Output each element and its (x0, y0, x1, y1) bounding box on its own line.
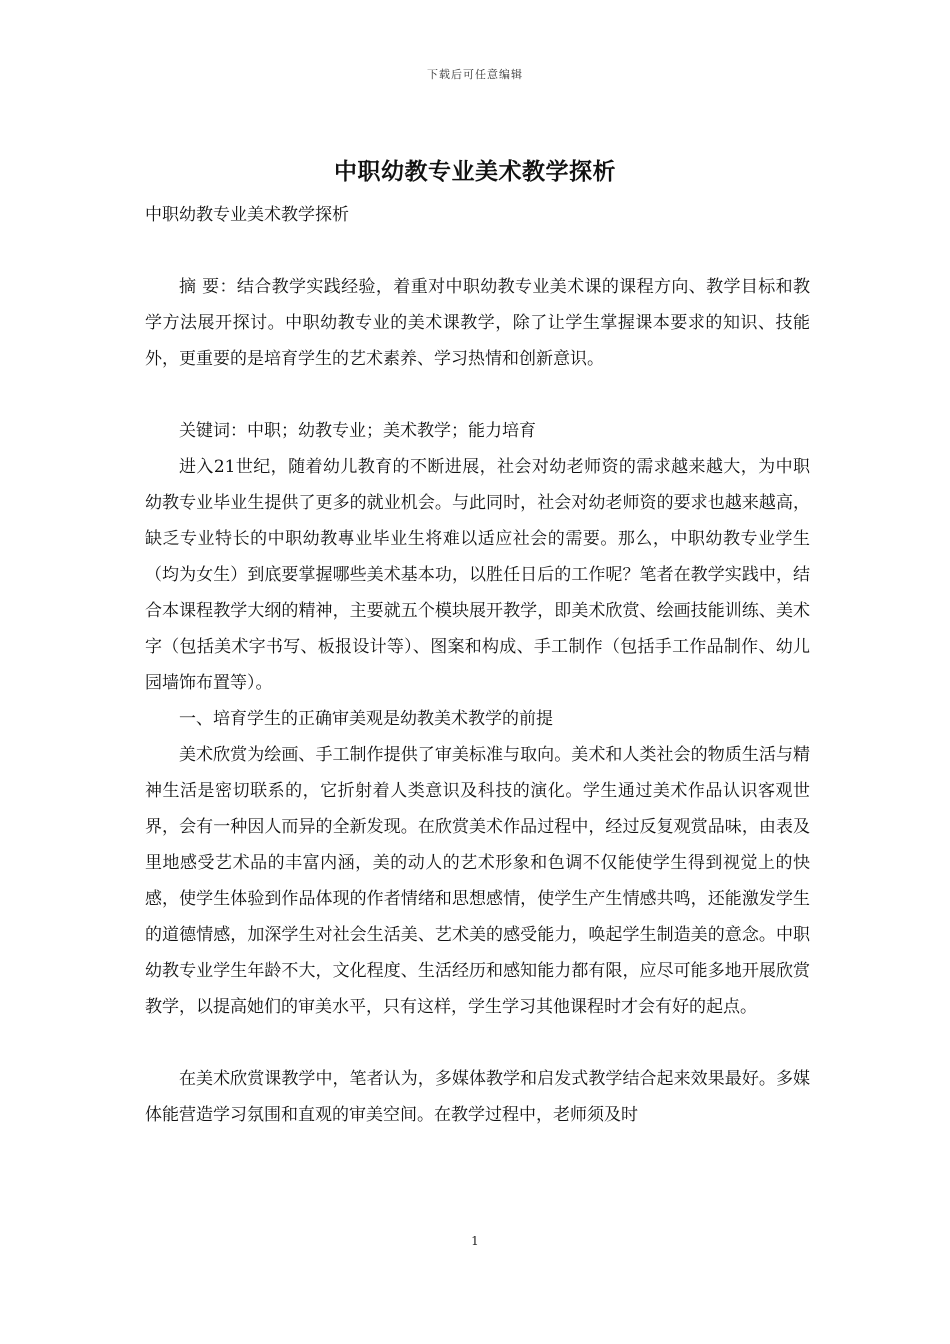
body-paragraph-3: 在美术欣赏课教学中，笔者认为，多媒体教学和启发式教学结合起来效果最好。多媒体能营造学习氛围和直观的审美空间。在教学过程中，老师须及时 (145, 1069, 810, 1125)
page-number: 1 (471, 1234, 479, 1248)
document-title: 中职幼教专业美术教学探析 (334, 158, 616, 185)
body-paragraph-2: 美术欣赏为绘画、手工制作提供了审美标准与取向。美术和人类社会的物质生活与精神生活是密切联系的，它折射着人类意识及科技的演化。学生通过美术作品认识客观世界，会有一种因人而异的全新发现。在欣赏美术作品过程中，经过反复观赏品味，由表及里地感受艺术品的丰富内涵，美的动人的艺术形象和色调不仅能使学生得到视觉上的快感，使学生体验到作品体现的作者情绪和思想感情，使学生产生情感共鸣，还能激发学生的道德情感，加深学生对社会生活美、艺术美的感受能力，唤起学生制造美的意念。中职幼教专业学生年龄不大，文化程度、生活经历和感知能力都有限，应尽可能多地开展欣赏教学，以提高她们的审美水平，只有这样，学生学习其他课程时才会有好的起点。 (145, 745, 810, 1017)
body-paragraph-1: 进入21世纪，随着幼儿教育的不断进展，社会对幼老师资的需求越来越大，为中职幼教专业毕业生提供了更多的就业机会。与此同时，社会对幼老师资的要求也越来越高，缺乏专业特长的中职幼教專业毕业生将难以适应社会的需要。那么，中职幼教专业学生（均为女生）到底要掌握哪些美术基本功，以胜任日后的工作呢？笔者在教学实践中，结合本课程教学大纲的精神，主要就五个模块展开教学，即美术欣赏、绘画技能训练、美术字（包括美术字书写、板报设计等）、图案和构成、手工制作（包括手工作品制作、幼儿园墙饰布置等）。 (145, 457, 810, 693)
spacer (145, 1025, 810, 1061)
keywords-paragraph: 关键词：中职；幼教专业；美术教学；能力培育 (179, 421, 536, 441)
abstract-paragraph: 摘 要：结合教学实践经验，着重对中职幼教专业美术课的课程方向、教学目标和教学方法展开探讨。中职幼教专业的美术课教学，除了让学生掌握课本要求的知识、技能外，更重要的是培育学生的艺术素养、学习热情和创新意识。 (145, 277, 810, 369)
header-note: 下载后可任意编辑 (427, 68, 523, 81)
spacer (145, 233, 810, 269)
subtitle: 中职幼教专业美术教学探析 (145, 205, 349, 225)
spacer (145, 377, 810, 413)
section-heading-1: 一、培育学生的正确审美观是幼教美术教学的前提 (179, 709, 553, 729)
document-body (145, 197, 810, 1133)
